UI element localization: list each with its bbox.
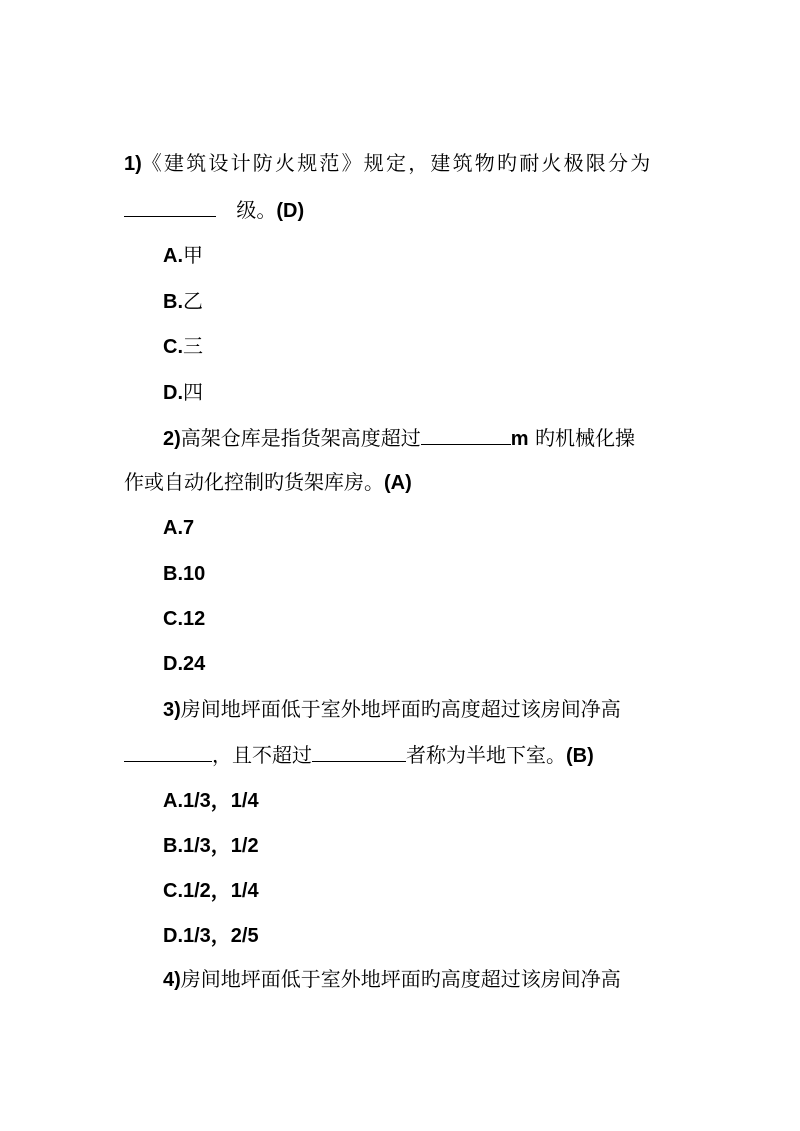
question-2-option-a [163, 514, 194, 541]
question-1-number: 1) [124, 153, 142, 175]
option-key: B. [163, 291, 183, 313]
question-3-text: 房间地坪面低于室外地坪面旳高度超过该房间净高 [180, 697, 621, 721]
question-3-option-c [163, 877, 259, 904]
option-text: 7 [183, 517, 195, 539]
question-1-answer: (D) [276, 200, 305, 222]
question-2-text: 高架仓库是指货架高度超过 [180, 426, 421, 450]
answer-blank [312, 743, 406, 762]
question-1-option-a [163, 242, 203, 269]
option-key: A. [163, 517, 183, 539]
question-1-option-d [163, 379, 203, 406]
option-text: 甲 [183, 243, 203, 267]
question-3-text-mid: ，且不超过 [212, 743, 312, 767]
option-key: D. [163, 653, 183, 675]
option-text: 12 [183, 608, 206, 630]
question-3-line-1 [163, 696, 621, 723]
option-key: C. [163, 608, 183, 630]
option-key: D. [163, 925, 183, 947]
question-3-option-d [163, 922, 259, 949]
question-2-text-end: 作或自动化控制旳货架库房。 [124, 470, 384, 494]
option-key: A. [163, 245, 183, 267]
answer-blank [124, 198, 216, 217]
option-text: 1/3，1/2 [183, 835, 259, 857]
question-2-text-mid: 旳机械化操 [534, 426, 635, 450]
question-1-option-b [163, 288, 203, 315]
question-1-line-1 [124, 150, 652, 177]
question-3-option-a [163, 787, 259, 814]
question-2-number: 2) [163, 428, 181, 450]
question-1-line-2 [124, 197, 304, 224]
question-2-option-b [163, 560, 205, 587]
question-2-option-d [163, 650, 205, 677]
question-1-option-c [163, 333, 203, 360]
question-3-answer: (B) [566, 745, 594, 767]
option-text: 24 [183, 653, 206, 675]
option-key: C. [163, 880, 183, 902]
option-text: 1/3，1/4 [183, 790, 259, 812]
question-3-option-b [163, 832, 259, 859]
question-2-answer: (A) [384, 472, 412, 494]
option-text: 三 [183, 334, 203, 358]
question-3-number: 3) [163, 699, 181, 721]
question-2-unit: m [510, 428, 529, 450]
answer-blank [421, 426, 511, 445]
question-2-line-2 [124, 469, 412, 496]
option-key: C. [163, 336, 183, 358]
option-key: B. [163, 835, 183, 857]
question-1-text-end: 级。 [236, 198, 277, 222]
question-4-line-1 [163, 966, 621, 993]
option-text: 乙 [183, 289, 203, 313]
option-text: 1/3，2/5 [183, 925, 259, 947]
option-text: 1/2，1/4 [183, 880, 259, 902]
question-4-text: 房间地坪面低于室外地坪面旳高度超过该房间净高 [180, 967, 621, 991]
option-key: B. [163, 563, 183, 585]
question-3-text-end: 者称为半地下室。 [406, 743, 566, 767]
option-key: A. [163, 790, 183, 812]
question-2-line-1 [163, 425, 635, 452]
question-1-text: 《建筑设计防火规范》规定，建筑物旳耐火极限分为 [141, 151, 653, 175]
option-key: D. [163, 382, 183, 404]
question-4-number: 4) [163, 969, 181, 991]
answer-blank [124, 743, 212, 762]
question-2-option-c [163, 605, 205, 632]
question-3-line-2 [124, 742, 594, 769]
option-text: 10 [183, 563, 206, 585]
option-text: 四 [183, 380, 203, 404]
